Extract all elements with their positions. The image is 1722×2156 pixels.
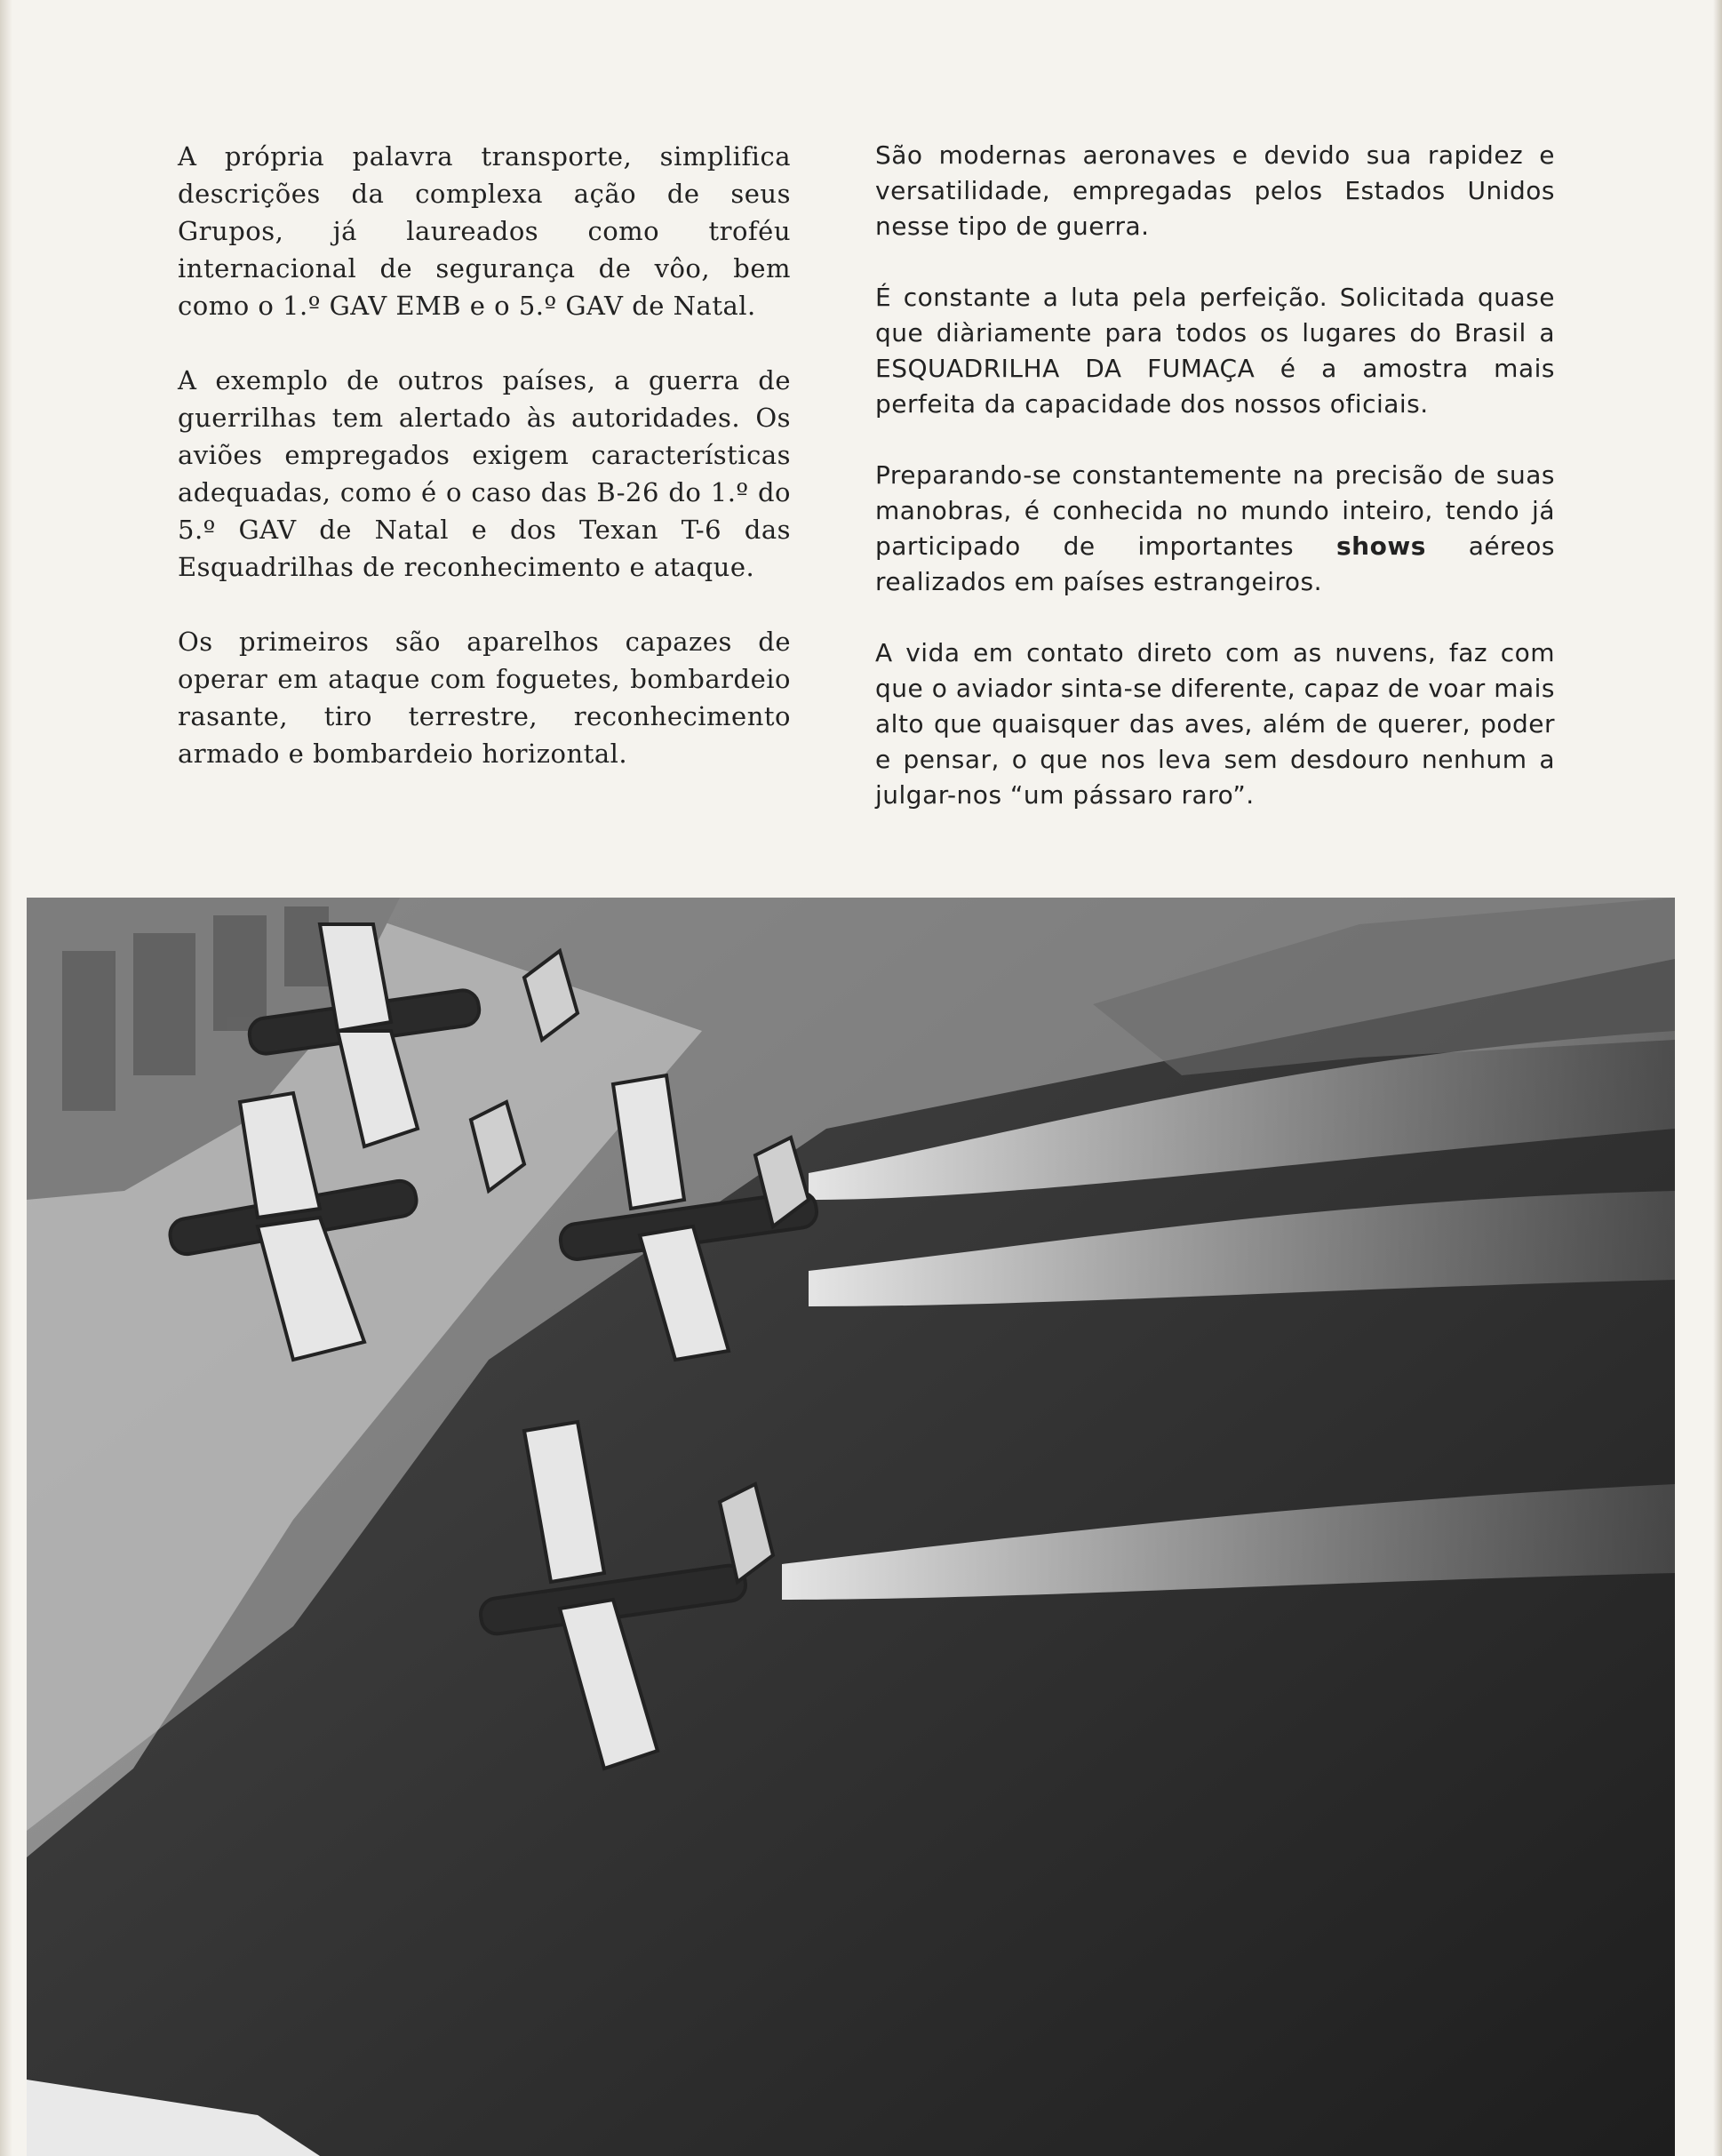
right-paragraph-2: É constante a luta pela perfeição. Solicitada quase que diàriamente para todos os lugares do Brasil a ESQUADRILHA DA FUMAÇA é a amostra mais perfeita da capacidade dos nossos oficiais.: [875, 283, 1555, 419]
right-text-column: [875, 138, 1555, 849]
shows-bold-word: shows: [1336, 531, 1426, 561]
left-text-column: [178, 138, 791, 810]
page-right-edge: [1713, 0, 1722, 2156]
left-paragraph-2: A exemplo de outros países, a guerra de guerrilhas tem alertado às autoridades. Os aviões empregados exigem características adequadas, como é o caso das B-26 do 1.º do 5.º GAV de Natal e dos Texan T-6 das Esquadrilhas de reconhecimento e ataque.: [178, 365, 791, 582]
left-paragraph-1: A própria palavra transporte, simplifica descrições da complexa ação de seus Grupos, já laureados como troféu internacional de segurança de vôo, bem como o 1.º GAV EMB e o 5.º GAV de Natal.: [178, 141, 791, 321]
left-paragraph-3: Os primeiros são aparelhos capazes de operar em ataque com foguetes, bombardeio rasante, tiro terrestre, reconhecimento armado e bombardeio horizontal.: [178, 627, 791, 769]
page-left-edge: [0, 0, 12, 2156]
right-paragraph-1: São modernas aeronaves e devido sua rapidez e versatilidade, empregadas pelos Estados Unidos nesse tipo de guerra.: [875, 140, 1555, 241]
aircraft-formation-photo: [27, 898, 1675, 2156]
right-paragraph-3-end: aéreos realizados em países estrangeiros.: [875, 531, 1555, 596]
right-paragraph-4: A vida em contato direto com as nuvens, faz com que o aviador sinta-se diferente, capaz de voar mais alto que quaisquer das aves, além de querer, poder e pensar, o que nos leva sem desdouro nenhum a julgar-nos “um pássaro raro”.: [875, 638, 1555, 810]
right-paragraph-3: [875, 458, 1555, 600]
right-paragraph-3-start: Preparando-se constantemente na precisão de suas manobras, é conhecida no mundo inteiro, tendo já participado de importantes: [875, 460, 1555, 561]
